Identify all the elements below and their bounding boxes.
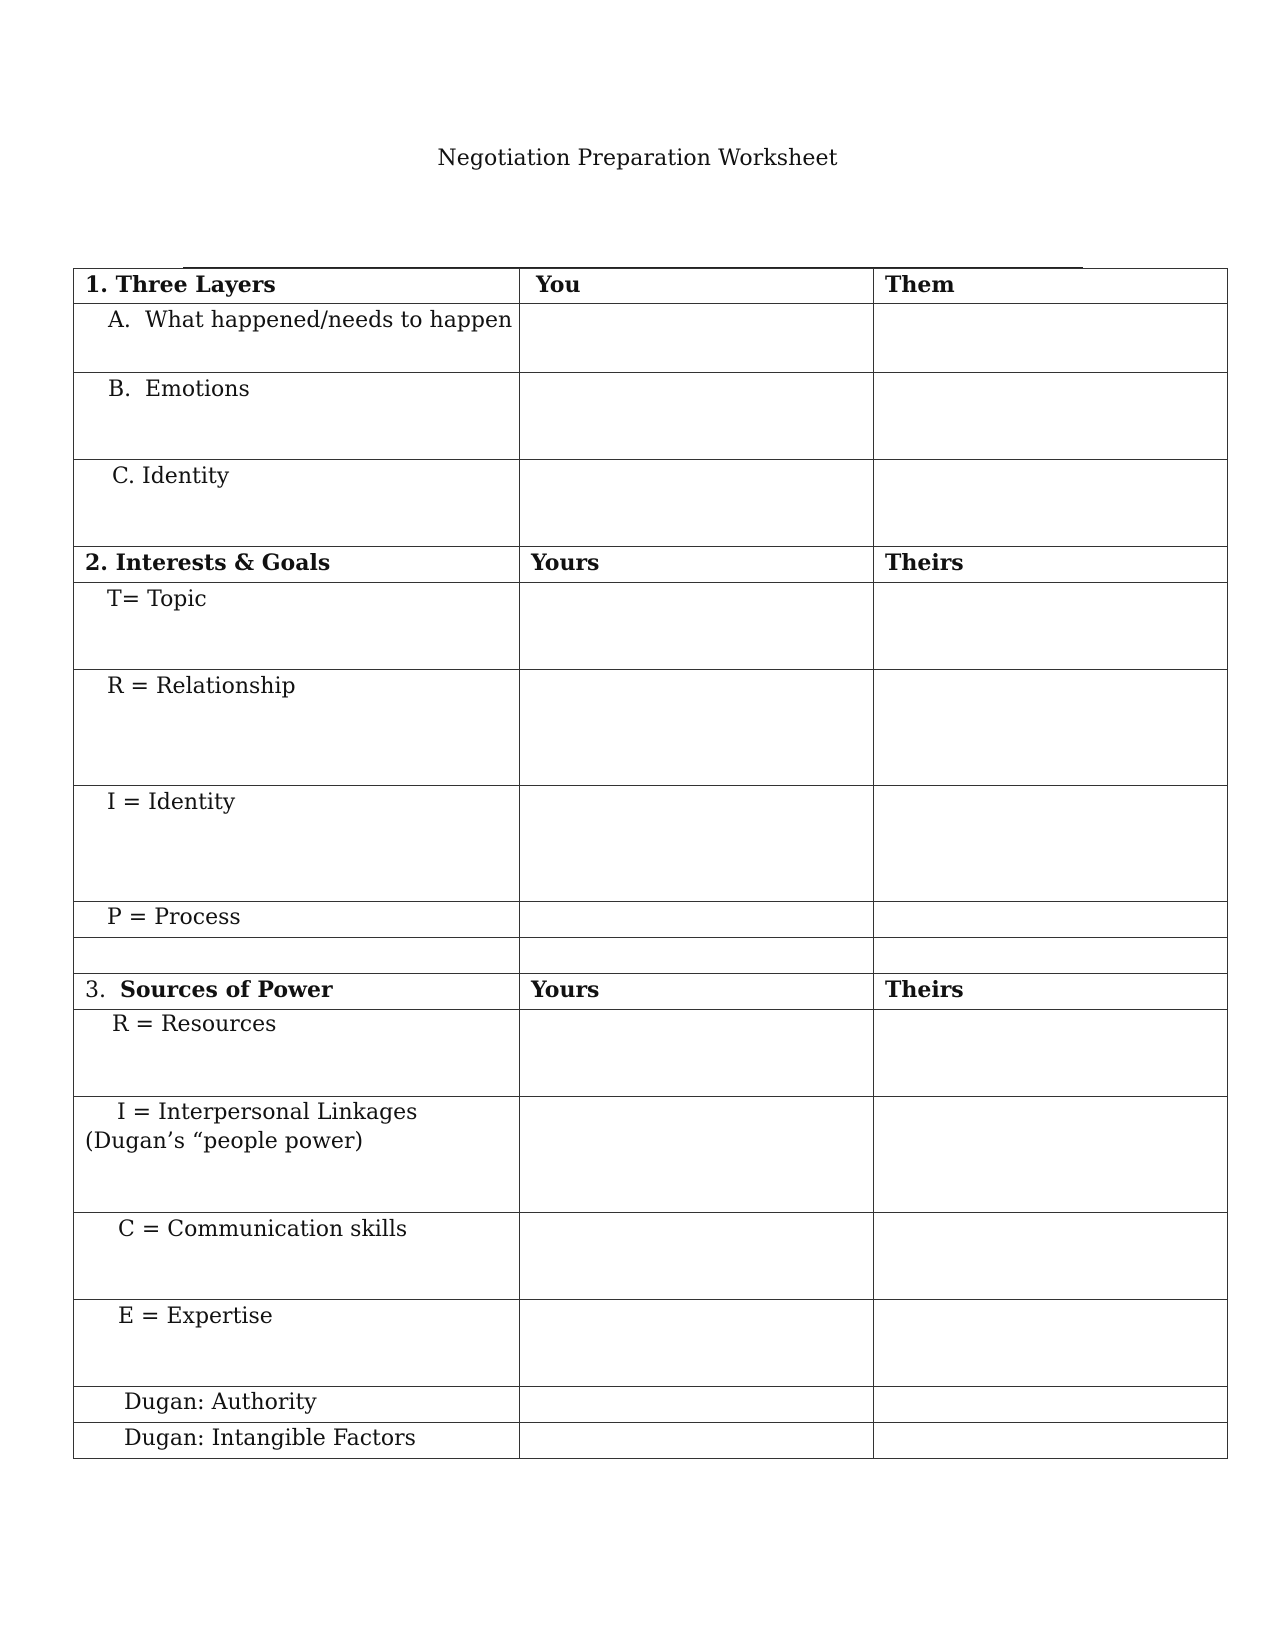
theirs-relationship-cell[interactable]	[874, 670, 1228, 786]
table-row	[74, 670, 1228, 786]
row-label-emotions: B. Emotions	[74, 373, 520, 460]
row-label-interpersonal: I = Interpersonal Linkages (Dugan’s “people power)	[74, 1097, 520, 1213]
worksheet-table	[73, 268, 1228, 1459]
row-label-intangible: Dugan: Intangible Factors	[74, 1423, 520, 1459]
section3-header-row	[74, 974, 1228, 1010]
theirs-resources-cell[interactable]	[874, 1010, 1228, 1097]
row-label-identity: C. Identity	[74, 460, 520, 547]
page-title: Negotiation Preparation Worksheet	[437, 146, 838, 171]
theirs-intangible-cell[interactable]	[874, 1423, 1228, 1459]
theirs-process-cell[interactable]	[874, 902, 1228, 938]
theirs-expertise-cell[interactable]	[874, 1300, 1228, 1387]
you-emotions-cell[interactable]	[520, 373, 874, 460]
section2-header: 2. Interests & Goals	[74, 547, 520, 583]
section2-header-row	[74, 547, 1228, 583]
them-identity-cell[interactable]	[874, 460, 1228, 547]
row-label-resources: R = Resources	[74, 1010, 520, 1097]
table-row	[74, 583, 1228, 670]
section3-header: 3. Sources of Power	[74, 974, 520, 1010]
you-identity-cell[interactable]	[520, 460, 874, 547]
table-row	[74, 786, 1228, 902]
table-row	[74, 1300, 1228, 1387]
them-emotions-cell[interactable]	[874, 373, 1228, 460]
section3-col-theirs: Theirs	[874, 974, 1228, 1010]
yours-resources-cell[interactable]	[520, 1010, 874, 1097]
section3-col-yours: Yours	[520, 974, 874, 1010]
table-row	[74, 373, 1228, 460]
you-what-happened-cell[interactable]	[520, 304, 874, 373]
yours-identity-cell[interactable]	[520, 786, 874, 902]
yours-authority-cell[interactable]	[520, 1387, 874, 1423]
table-row	[74, 1423, 1228, 1459]
yours-expertise-cell[interactable]	[520, 1300, 874, 1387]
spacer-cell	[520, 938, 874, 974]
yours-relationship-cell[interactable]	[520, 670, 874, 786]
row-label-topic: T= Topic	[74, 583, 520, 670]
theirs-interpersonal-cell[interactable]	[874, 1097, 1228, 1213]
yours-communication-cell[interactable]	[520, 1213, 874, 1300]
yours-process-cell[interactable]	[520, 902, 874, 938]
section3-number: 3.	[85, 978, 106, 1003]
row-label-communication: C = Communication skills	[74, 1213, 520, 1300]
row-label-relationship: R = Relationship	[74, 670, 520, 786]
spacer-cell	[74, 938, 520, 974]
row-label-expertise: E = Expertise	[74, 1300, 520, 1387]
section1-header: 1. Three Layers	[74, 269, 520, 304]
section1-col-them: Them	[874, 269, 1228, 304]
theirs-identity-cell[interactable]	[874, 786, 1228, 902]
row-label-authority: Dugan: Authority	[74, 1387, 520, 1423]
yours-interpersonal-cell[interactable]	[520, 1097, 874, 1213]
row-label-process: P = Process	[74, 902, 520, 938]
table-row	[74, 304, 1228, 373]
yours-intangible-cell[interactable]	[520, 1423, 874, 1459]
table-row	[74, 1387, 1228, 1423]
them-what-happened-cell[interactable]	[874, 304, 1228, 373]
spacer-row	[74, 938, 1228, 974]
table-row	[74, 902, 1228, 938]
table-row	[74, 1010, 1228, 1097]
spacer-cell	[874, 938, 1228, 974]
yours-topic-cell[interactable]	[520, 583, 874, 670]
table-row	[74, 460, 1228, 547]
section1-col-you: You	[520, 269, 874, 304]
section2-col-theirs: Theirs	[874, 547, 1228, 583]
theirs-authority-cell[interactable]	[874, 1387, 1228, 1423]
theirs-topic-cell[interactable]	[874, 583, 1228, 670]
section1-header-row	[74, 269, 1228, 304]
table-row	[74, 1213, 1228, 1300]
theirs-communication-cell[interactable]	[874, 1213, 1228, 1300]
row-label-identity-2: I = Identity	[74, 786, 520, 902]
row-label-what-happened: A. What happened/needs to happen	[74, 304, 520, 373]
section2-col-yours: Yours	[520, 547, 874, 583]
table-row	[74, 1097, 1228, 1213]
